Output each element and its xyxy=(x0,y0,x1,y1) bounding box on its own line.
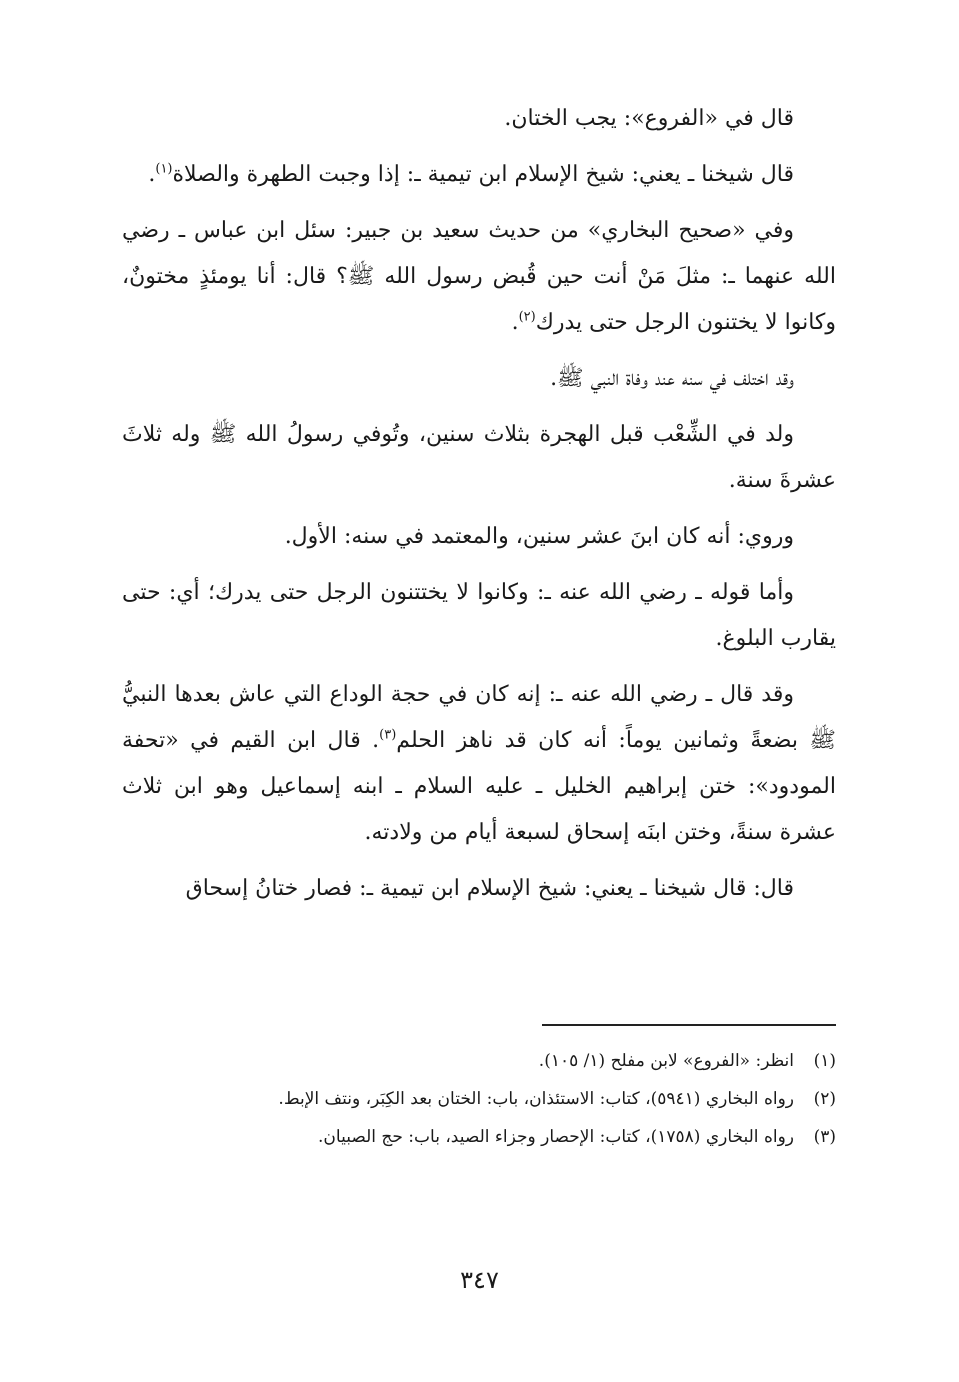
paragraph-text: وأما قوله ـ رضي الله عنه ـ: وكانوا لا يختتنون الرجل حتى يدرك؛ أي: حتى يقارب البلوغ. xyxy=(122,580,836,651)
paragraph xyxy=(122,412,836,504)
paragraph-text: قال شيخنا ـ يعني: شيخ الإسلام ابن تيمية ـ: إذا وجبت الطهرة والصلاة xyxy=(172,162,794,187)
paragraph-text: وقد قال ـ رضي الله عنه ـ: إنه كان في حجة الوداع التي عاش بعدها النبيُّ ﷺ بضعةً وثمانين يوماً: أنه كان قد ناهز الحلم xyxy=(122,682,836,753)
footnote-separator xyxy=(542,1024,836,1026)
footnote-number: (٣) xyxy=(813,1127,836,1147)
paragraph xyxy=(122,152,836,198)
paragraph-text: وفي «صحيح البخاري» من حديث سعيد بن جبير: سئل ابن عباس ـ رضي الله عنهما ـ: مثلَ مَنْ أنت حين قُبض رسول الله ﷺ؟ قال: أنا يومئذٍ مختونٌ، وكانوا لا يختنون الرجل حتى يدرك xyxy=(122,218,836,335)
paragraph-text: ولد في الشِّعْب قبل الهجرة بثلاث سنين، وتُوفي رسولُ الله ﷺ وله ثلاثَ عشرةَ سنة. xyxy=(122,422,836,493)
paragraph-text-after: . قال ابن القيم في «تحفة المودود»: ختن إبراهيم الخليل ـ عليه السلام ـ ابنه إسماعيل وهو ابن ثلاث عشرة سنةً، وختن ابنَه إسحاق لسبعة أيام من ولادته. xyxy=(122,728,836,845)
footnote xyxy=(122,1120,836,1154)
paragraph-text-after: . xyxy=(148,162,156,187)
footnote-number: (١) xyxy=(813,1051,836,1071)
paragraph xyxy=(122,672,836,856)
footnote-number: (٢) xyxy=(813,1089,836,1109)
footnote xyxy=(122,1082,836,1116)
paragraph-text: قال: قال شيخنا ـ يعني: شيخ الإسلام ابن تيمية ـ: فصار ختانُ إسحاق xyxy=(185,876,794,901)
paragraph xyxy=(122,356,836,402)
footnote-marker: (١) xyxy=(155,161,173,177)
footnote-marker: (٢) xyxy=(518,309,536,325)
paragraph-text-after: . xyxy=(511,310,519,335)
footnote-marker: (٣) xyxy=(379,727,397,743)
paragraph xyxy=(122,866,836,912)
paragraph xyxy=(122,570,836,662)
paragraph-text: قال في «الفروع»: يجب الختان. xyxy=(504,106,794,131)
footnote xyxy=(122,1044,836,1078)
footnote-text: انظر: «الفروع» لابن مفلح (١/ ١٠٥). xyxy=(538,1051,794,1071)
paragraph xyxy=(122,96,836,142)
paragraph xyxy=(122,208,836,346)
page-number: ٣٤٧ xyxy=(460,1266,499,1294)
paragraph xyxy=(122,514,836,560)
footnote-text: رواه البخاري (٥٩٤١)، كتاب: الاستئذان، باب: الختان بعد الكِبَر، ونتف الإبط. xyxy=(278,1089,794,1109)
paragraph-text: وروي: أنه كان ابنَ عشر سنين، والمعتمد في سنه: الأول. xyxy=(284,524,794,549)
paragraph-text: وقد اختلف في سنه عند وفاة النبي ﷺ. xyxy=(550,366,794,391)
footnotes xyxy=(122,1044,836,1158)
main-text xyxy=(122,96,836,922)
footnote-text: رواه البخاري (١٧٥٨)، كتاب: الإحصار وجزاء الصيد، باب: حج الصبيان. xyxy=(318,1127,794,1147)
